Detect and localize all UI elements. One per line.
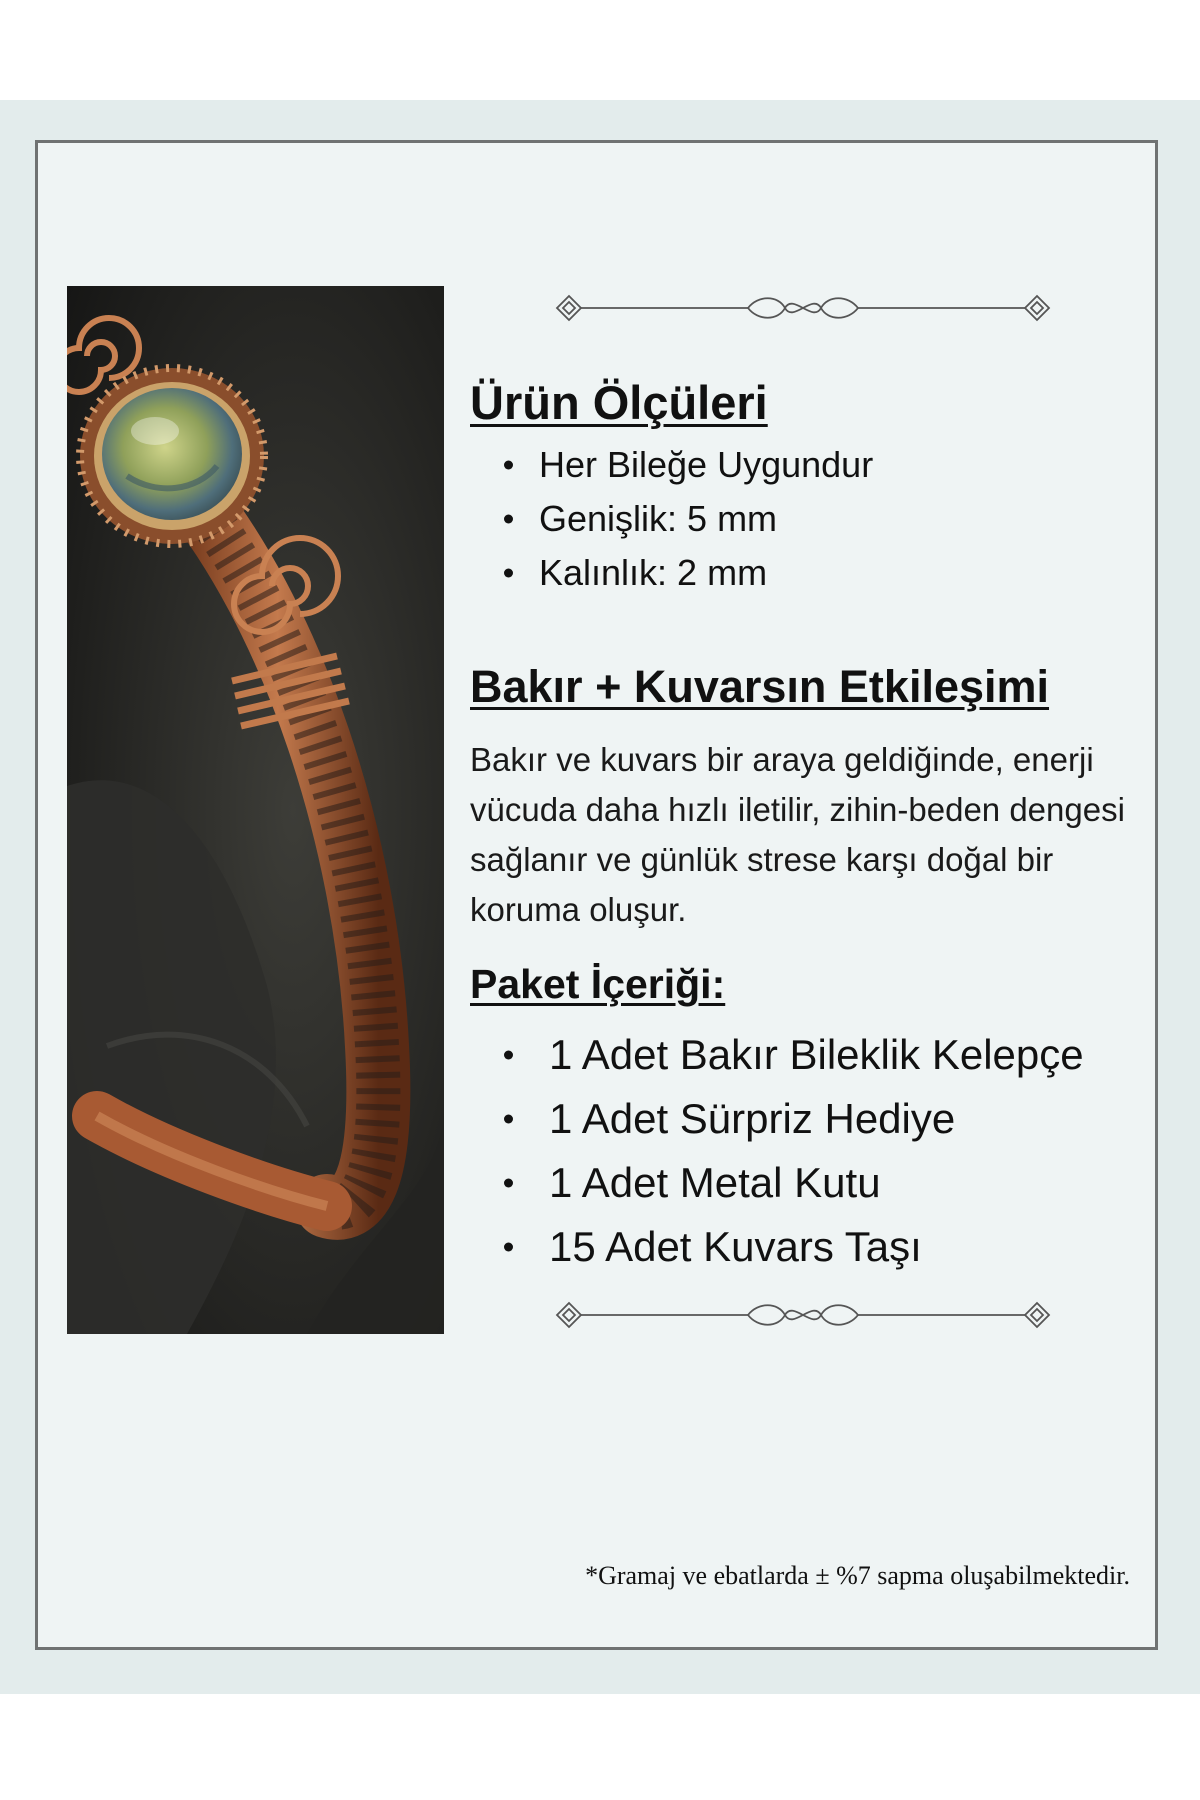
list-item: 1 Adet Sürpriz Hediye [504,1087,1084,1151]
list-item: Her Bileğe Uygundur [504,438,873,492]
bullet-icon [504,1243,513,1252]
list-item: 1 Adet Bakır Bileklik Kelepçe [504,1023,1084,1087]
package-contents-heading: Paket İçeriği: [470,961,726,1007]
bullet-icon [504,1179,513,1188]
product-info-card [35,140,1158,1650]
interaction-paragraph: Bakır ve kuvars bir araya geldiğinde, enerji vücuda daha hızlı iletilir, zihin-beden dengesi sağlanır ve günlük strese karşı doğal bir koruma oluşur. [470,741,1125,928]
ornament-divider-bottom [553,1290,1053,1340]
product-photo-copper-bracelet [67,286,444,1334]
product-sizes-heading: Ürün Ölçüleri [470,376,768,429]
bullet-icon [504,515,513,524]
product-sizes-list [504,438,873,600]
disclaimer-note: *Gramaj ve ebatlarda ± %7 sapma oluşabilmektedir. [585,1561,1130,1590]
ornament-divider-top [553,283,1053,333]
list-item: Genişlik: 5 mm [504,492,873,546]
bullet-icon [504,1115,513,1124]
list-item: 15 Adet Kuvars Taşı [504,1215,1084,1279]
interaction-heading: Bakır + Kuvarsın Etkileşimi [470,661,1050,712]
list-item: 1 Adet Metal Kutu [504,1151,1084,1215]
bullet-icon [504,569,513,578]
bullet-icon [504,1051,513,1060]
bullet-icon [504,461,513,470]
list-item: Kalınlık: 2 mm [504,546,873,600]
package-contents-list [504,1023,1084,1279]
